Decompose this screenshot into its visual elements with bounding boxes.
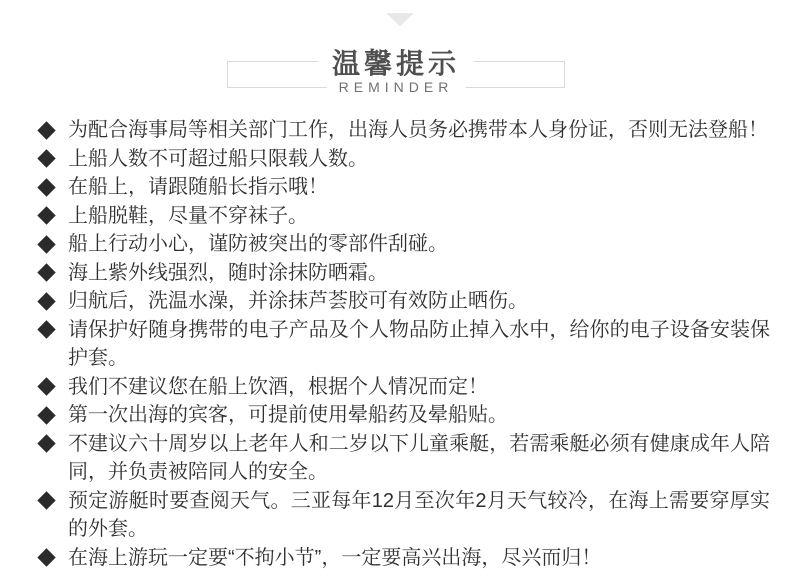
title-frame	[227, 48, 565, 95]
reminder-text: 上船人数不可超过船只限载人数。	[68, 147, 368, 170]
reminder-text: 海上紫外线强烈，随时涂抹防晒霜。	[68, 261, 388, 284]
diamond-bullet-icon	[37, 320, 55, 338]
reminder-list	[38, 116, 770, 572]
diamond-bullet-icon	[37, 178, 55, 196]
diamond-bullet-icon	[37, 149, 55, 167]
reminder-text: 在船上，请跟随船长指示哦！	[68, 176, 328, 198]
diamond-bullet-icon	[37, 292, 55, 310]
diamond-bullet-icon	[37, 377, 55, 395]
reminder-text: 我们不建议您在船上饮酒，根据个人情况而定！	[68, 375, 488, 398]
page-subtitle: REMINDER	[327, 79, 466, 95]
reminder-text: 上船脱鞋，尽量不穿袜子。	[68, 204, 308, 227]
list-item	[38, 316, 770, 373]
list-item	[38, 430, 770, 487]
reminder-text: 船上行动小心，谨防被突出的零部件刮碰。	[68, 233, 448, 255]
diamond-bullet-icon	[37, 406, 55, 424]
page-title: 温馨提示	[318, 42, 474, 82]
reminder-text: 为配合海事局等相关部门工作，出海人员务必携带本人身份证，否则无法登船！	[68, 119, 768, 141]
diamond-bullet-icon	[37, 235, 55, 253]
diamond-bullet-icon	[37, 206, 55, 224]
list-item	[38, 173, 770, 202]
reminder-text: 请保护好随身携带的电子产品及个人物品防止掉入水中，给你的电子设备安装保护套。	[68, 318, 770, 369]
triangle-down-icon	[386, 13, 414, 26]
diamond-bullet-icon	[37, 434, 55, 452]
list-item	[38, 401, 770, 430]
list-item	[38, 487, 770, 544]
list-item	[38, 287, 770, 316]
list-item	[38, 230, 770, 259]
list-item	[38, 202, 770, 231]
reminder-text: 预定游艇时要查阅天气。三亚每年12月至次年2月天气较冷，在海上需要穿厚实的外套。	[68, 489, 770, 540]
reminder-text: 归航后，洗温水澡，并涂抹芦荟胶可有效防止晒伤。	[68, 290, 528, 312]
reminder-text: 在海上游玩一定要“不拘小节”，一定要高兴出海，尽兴而归！	[68, 546, 602, 569]
list-item	[38, 259, 770, 288]
list-item	[38, 116, 770, 145]
list-item	[38, 145, 770, 174]
list-item	[38, 544, 770, 573]
diamond-bullet-icon	[37, 548, 55, 566]
diamond-bullet-icon	[37, 263, 55, 281]
reminder-text: 第一次出海的宾客，可提前使用晕船药及晕船贴。	[68, 404, 508, 426]
reminder-text: 不建议六十周岁以上老年人和二岁以下儿童乘艇，若需乘艇必须有健康成年人陪同，并负责被陪同人的安全。	[68, 432, 770, 483]
list-item	[38, 373, 770, 402]
diamond-bullet-icon	[37, 121, 55, 139]
diamond-bullet-icon	[37, 491, 55, 509]
